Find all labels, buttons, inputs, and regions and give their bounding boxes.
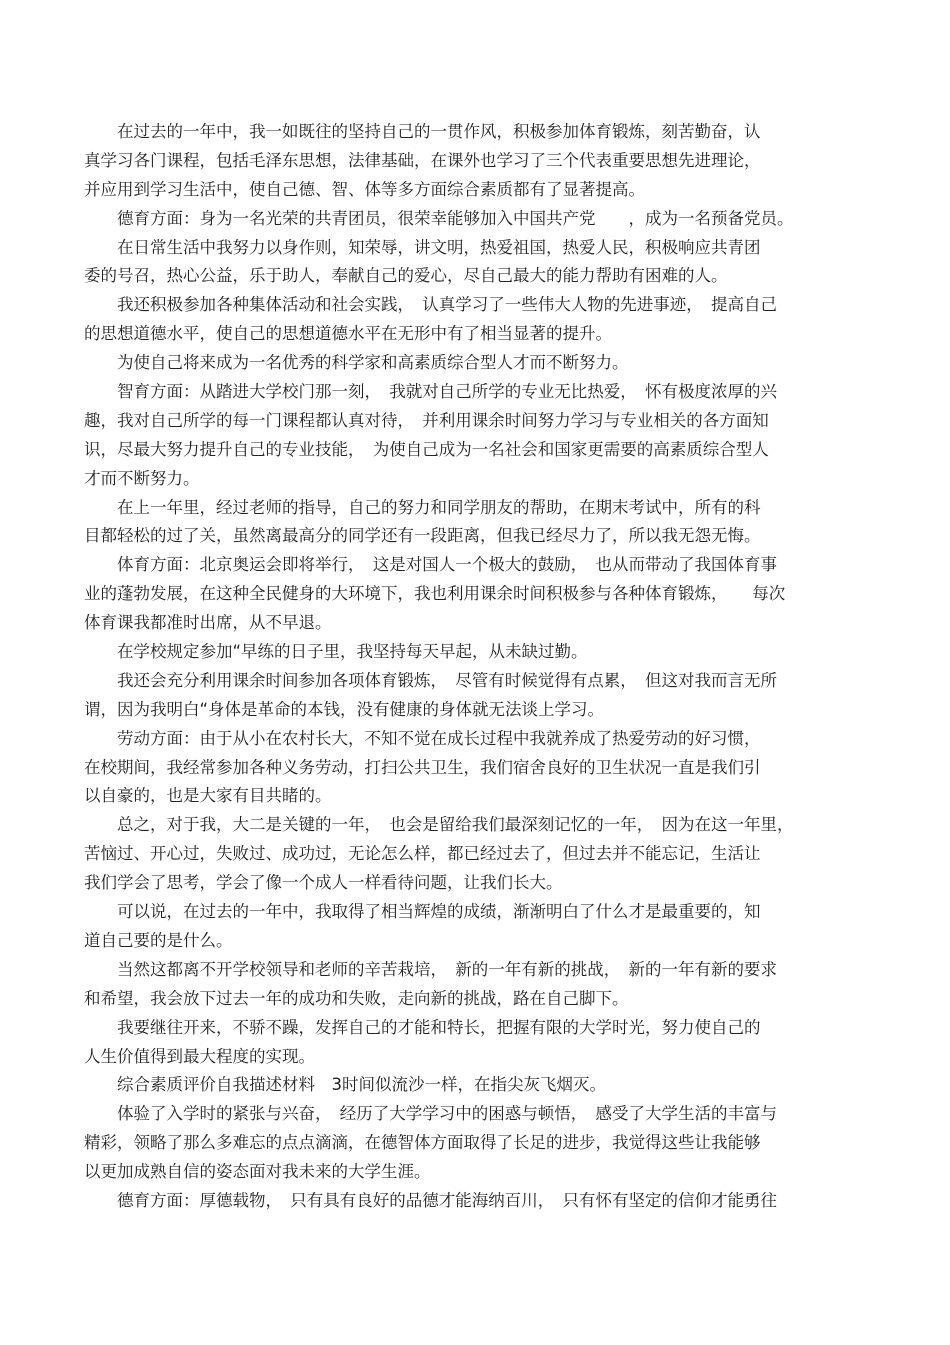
text-line: 德育方面：厚德载物， 只有具有良好的品德才能海纳百川， 只有怀有坚定的信仰才能勇往 — [84, 1190, 777, 1210]
text-line: 在上一年里，经过老师的指导，自己的努力和同学朋友的帮助，在期末考试中，所有的科 — [84, 497, 761, 517]
text-line: 委的号召，热心公益，乐于助人，奉献自己的爱心，尽自己最大的能力帮助有困难的人。 — [84, 266, 728, 286]
text-line: 在校期间，我经常参加各种义务劳动，打扫公共卫生，我们宿舍良好的卫生状况一直是我们引 — [84, 757, 761, 777]
text-line: 我还会充分利用课余时间参加各项体育锻炼， 尽管有时候觉得有点累， 但这对我而言无所 — [84, 670, 777, 690]
text-line: 德育方面：身为一名光荣的共青团员，很荣幸能够加入中国共产党 ，成为一名预备党员。 — [84, 208, 794, 228]
text-line: 综合素质评价自我描述材料 3时间似流沙一样，在指尖灰飞烟灭。 — [84, 1075, 606, 1095]
text-line: 在学校规定参加“早练的日子里，我坚持每天早起，从未缺过勤。 — [84, 642, 588, 662]
text-line: 体育方面：北京奥运会即将举行， 这是对国人一个极大的鼓励， 也从而带动了我国体育事 — [84, 555, 777, 575]
text-line: 道自己要的是什么。 — [84, 930, 233, 950]
text-line: 在过去的一年中，我一如既往的坚持自己的一贯作风，积极参加体育锻炼，刻苦勤奋，认 — [84, 122, 761, 141]
text-line: 智育方面：从踏进大学校门那一刻， 我就对自己所学的专业无比热爱， 怀有极度浓厚的兴 — [84, 382, 777, 402]
text-line: 我还积极参加各种集体活动和社会实践， 认真学习了一些伟大人物的先进事迹， 提高自己 — [84, 295, 777, 315]
text-line: 我要继往开来，不骄不躁，发挥自己的才能和特长，把握有限的大学时光，努力使自己的 — [84, 1017, 761, 1037]
text-line: 劳动方面：由于从小在农村长大，不知不觉在成长过程中我就养成了热爱劳动的好习惯， — [84, 728, 761, 748]
text-line: 和希望，我会放下过去一年的成功和失败，走向新的挑战，路在自己脚下。 — [84, 988, 629, 1008]
text-line: 以更加成熟自信的姿态面对我未来的大学生涯。 — [84, 1162, 431, 1182]
text-line: 体验了入学时的紧张与兴奋， 经历了大学学习中的困惑与顿悟， 感受了大学生活的丰富与 — [84, 1104, 777, 1124]
text-line: 识，尽最大努力提升自己的专业技能， 为使自己成为一名社会和国家更需要的高素质综合型人 — [84, 439, 769, 459]
text-line: 苦恼过、开心过，失败过、成功过，无论怎么样，都已经过去了，但过去并不能忘记，生活让 — [84, 844, 761, 864]
text-line: 可以说，在过去的一年中，我取得了相当辉煌的成绩，渐渐明白了什么才是最重要的，知 — [84, 902, 761, 922]
text-line: 才而不断努力。 — [84, 468, 200, 488]
text-line: 人生价值得到最大程度的实现。 — [84, 1046, 315, 1066]
text-line: 当然这都离不开学校领导和老师的辛苦栽培， 新的一年有新的挑战， 新的一年有新的要求 — [84, 959, 777, 979]
text-line: 为使自己将来成为一名优秀的科学家和高素质综合型人才而不断努力。 — [84, 353, 629, 373]
text-line: 并应用到学习生活中，使自己德、智、体等多方面综合素质都有了显著提高。 — [84, 179, 645, 199]
text-line: 在日常生活中我努力以身作则，知荣辱，讲文明，热爱祖国，热爱人民，积极响应共青团 — [84, 237, 761, 257]
document-body — [84, 118, 874, 1216]
text-line: 的思想道德水平，使自己的思想道德水平在无形中有了相当显著的提升。 — [84, 324, 612, 344]
text-line: 总之，对于我，大二是关键的一年， 也会是留给我们最深刻记忆的一年， 因为在这一年里， — [84, 815, 794, 835]
text-line: 精彩，领略了那么多难忘的点点滴滴，在德智体方面取得了长足的进步，我觉得这些让我能够 — [84, 1133, 761, 1153]
text-line: 体育课我都准时出席，从不早退。 — [84, 613, 332, 633]
text-line: 谓，因为我明白“身体是革命的本钱，没有健康的身体就无法谈上学习。 — [84, 699, 605, 719]
text-line: 我们学会了思考，学会了像一个成人一样看待问题，让我们长大。 — [84, 873, 563, 893]
text-line: 真学习各门课程，包括毛泽东思想，法律基础，在课外也学习了三个代表重要思想先进理论， — [84, 150, 761, 170]
text-line: 以自豪的，也是大家有目共睹的。 — [84, 786, 332, 806]
text-line: 目都轻松的过了关，虽然离最高分的同学还有一段距离，但我已经尽力了，所以我无怨无悔。 — [84, 526, 761, 546]
text-line: 业的蓬勃发展，在这种全民健身的大环境下，我也利用课余时间积极参与各种体育锻炼， 每次 — [84, 584, 786, 604]
text-line: 趣，我对自己所学的每一门课程都认真对待， 并利用课余时间努力学习与专业相关的各方面知 — [84, 410, 769, 430]
